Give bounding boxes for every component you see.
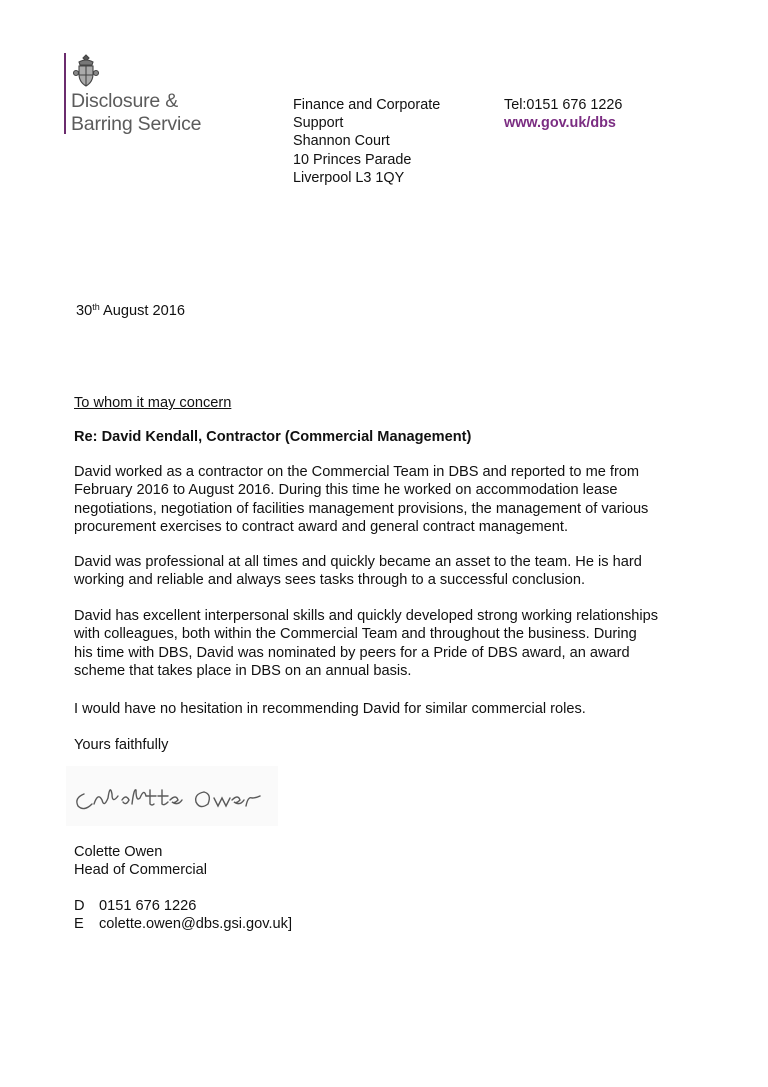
org-name-line-1: Disclosure & (71, 90, 179, 112)
email-row (74, 915, 292, 933)
body-paragraph (74, 700, 714, 718)
paragraph-line: David was professional at all times and quickly became an asset to the team. He is hard (74, 554, 642, 570)
paragraph-line: scheme that takes place in DBS on an annual basis. (74, 663, 412, 680)
paragraph-line: David has excellent interpersonal skills and quickly developed strong working relationships (74, 608, 659, 624)
paragraph-line: with colleagues, both within the Commercial Team and throughout the business. During (74, 626, 637, 643)
letter-date (76, 302, 185, 320)
address-line: Support (293, 115, 344, 132)
closing: Yours faithfully (74, 737, 169, 753)
logo-divider-bar (64, 53, 66, 134)
telephone: Tel:0151 676 1226 (504, 97, 623, 113)
signer-title: Head of Commercial (74, 862, 208, 878)
paragraph-line: working and reliable and always sees tasks through to a successful conclusion. (74, 572, 586, 589)
royal-crest-icon (72, 53, 100, 89)
paragraph-line: negotiations, negotiation of facilities management provisions, the management of various (74, 500, 649, 517)
direct-phone-row (74, 897, 196, 915)
direct-phone: 0151 676 1226 (99, 898, 197, 914)
organisation-name (71, 90, 201, 136)
email-label: E (74, 916, 84, 932)
paragraph-line: his time with DBS, David was nominated by peers for a Pride of DBS award, an award (74, 644, 630, 661)
paragraph-line: David worked as a contractor on the Commercial Team in DBS and reported to me from (74, 464, 640, 480)
address-line: Finance and Corporate (293, 97, 441, 113)
address-line: Liverpool L3 1QY (293, 169, 405, 186)
signer-name: Colette Owen (74, 844, 163, 860)
handwritten-signature (66, 766, 278, 826)
direct-label: D (74, 898, 85, 914)
subject-line: Re: David Kendall, Contractor (Commercial Management) (74, 429, 472, 445)
website-link[interactable]: www.gov.uk/dbs (504, 115, 616, 132)
body-paragraph (74, 607, 714, 681)
body-paragraph (74, 553, 714, 590)
body-paragraph (74, 463, 714, 537)
date-month-year: August 2016 (99, 303, 185, 319)
date-suffix: th (92, 302, 100, 312)
address-line: Shannon Court (293, 133, 390, 150)
address-line: 10 Princes Parade (293, 151, 412, 168)
email-address[interactable]: colette.owen@dbs.gsi.gov.uk] (99, 916, 293, 932)
date-day: 30 (76, 303, 93, 319)
paragraph-line: procurement exercises to contract award and general contract management. (74, 519, 569, 536)
paragraph-line: I would have no hesitation in recommending David for similar commercial roles. (74, 701, 586, 717)
paragraph-line: February 2016 to August 2016. During this time he worked on accommodation lease (74, 482, 618, 499)
salutation: To whom it may concern (74, 395, 232, 411)
org-name-line-2: Barring Service (71, 113, 202, 135)
sender-address (293, 96, 440, 187)
sender-contact (504, 96, 622, 132)
